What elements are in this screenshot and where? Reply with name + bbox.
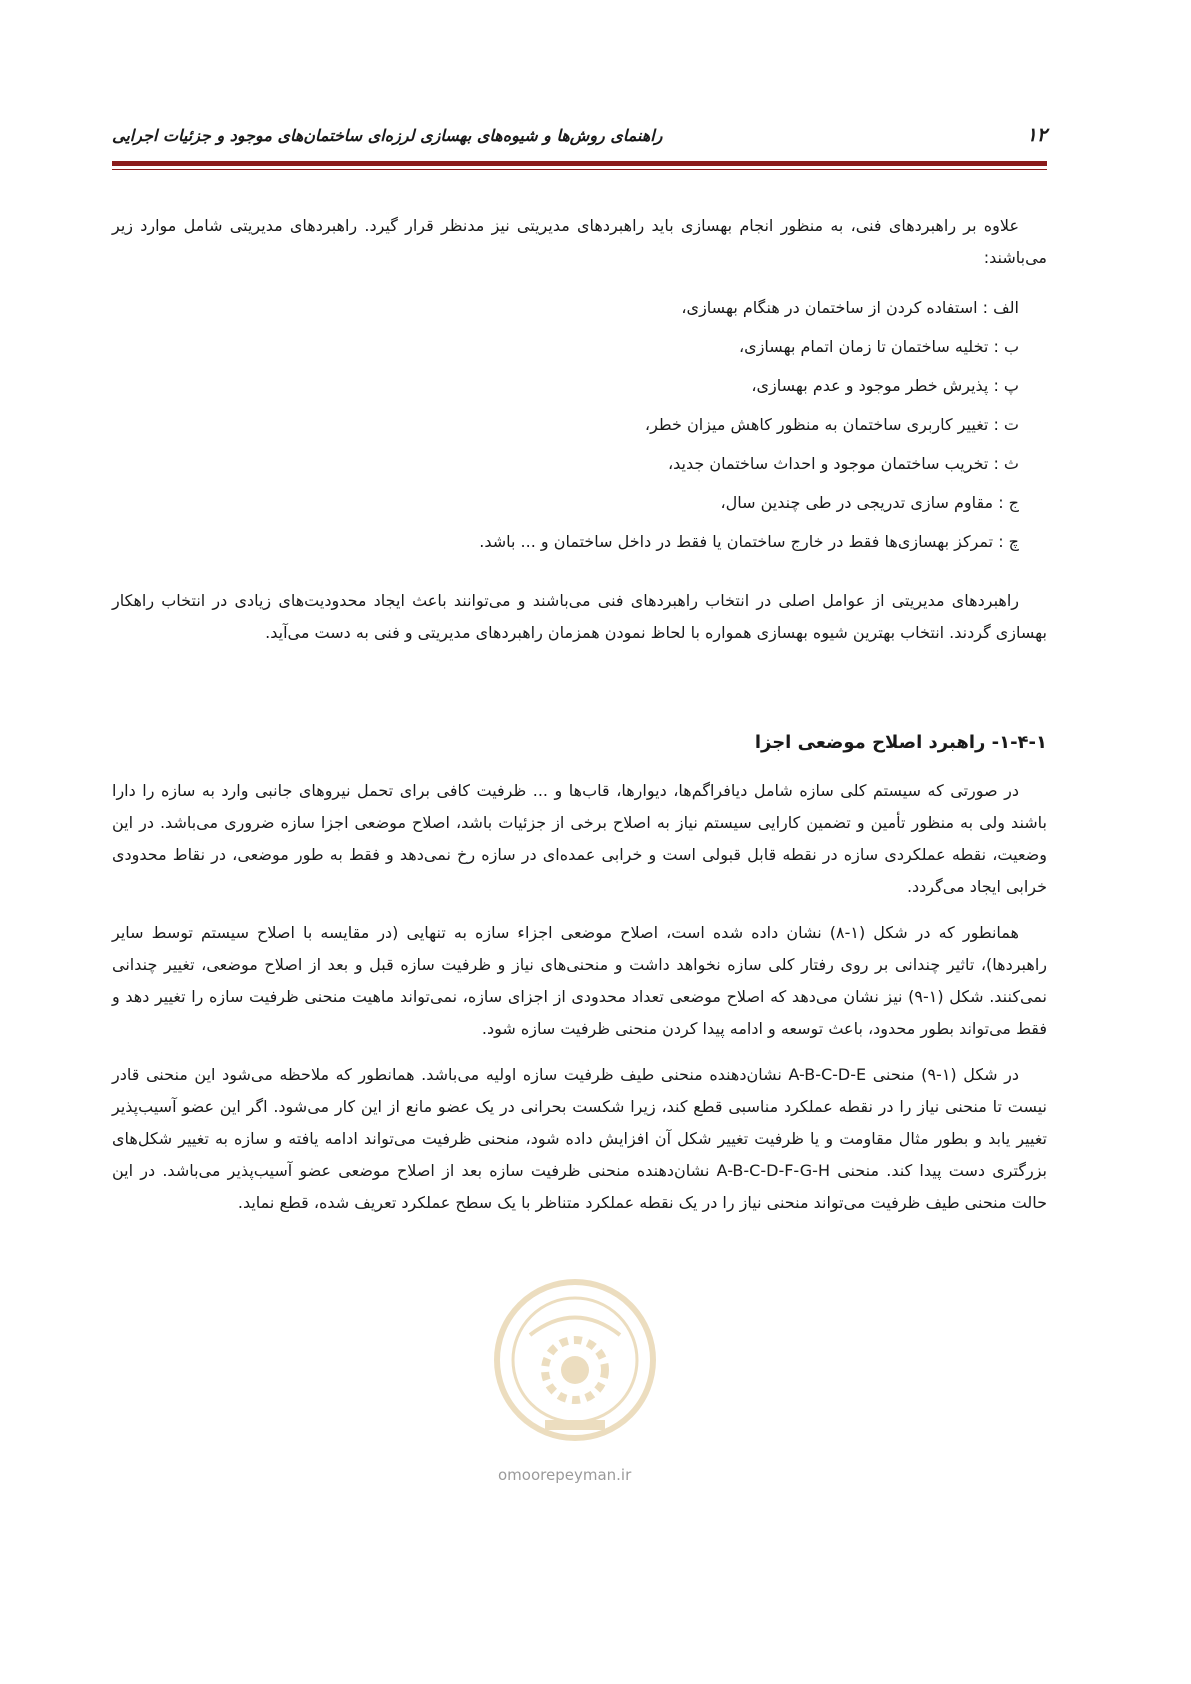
list-item: ج : مقاوم سازی تدریجی در طی چندین سال،: [720, 493, 1019, 512]
seal-logo-icon: [490, 1275, 660, 1455]
section-paragraph: در شکل (۱-۹) منحنی A-B-C-D-E نشان‌دهنده منحنی طیف ظرفیت سازه اولیه می‌باشد. همانطور که ملاحظه می‌شود این منحنی قادر نیست تا منحنی نیاز را در نقطه عملکرد مناسبی قطع کند، زیرا شکست بحرانی در یک عضو مانع از این کار می‌شود. اگر این عضو آسیب‌پذیر تغییر یابد و بطور مثال مقاومت و یا ظرفیت تغییر شکل آن افزایش داده شود، منحنی ظرفیت می‌تواند ادامه یافته و سازه به تغییر شکل‌های بزرگتری دست پیدا کند. منحنی A-B-C-D-F-G-H نشان‌دهنده منحنی ظرفیت سازه بعد از اصلاح موضعی عضو آسیب‌پذیر می‌باشد. در این حالت منحنی طیف ظرفیت می‌تواند منحنی نیاز را در یک نقطه عملکرد متناظر با یک سطح عملکرد تعریف شده، قطع نماید.: [112, 1065, 1048, 1212]
list-item: چ : تمرکز بهسازی‌ها فقط در خارج ساختمان یا فقط در داخل ساختمان و ... باشد.: [479, 532, 1019, 551]
list-item: الف : استفاده کردن از ساختمان در هنگام بهسازی،: [681, 298, 1019, 317]
section-heading: ۱-۴-۱- راهبرد اصلاح موضعی اجزا: [754, 732, 1047, 753]
intro-paragraph: علاوه بر راهبردهای فنی، به منظور انجام بهسازی باید راهبردهای مدیریتی نیز مدنظر قرار گیرد. راهبردهای مدیریتی شامل موارد زیر می‌باشند:: [112, 216, 1047, 267]
section-paragraph: در صورتی که سیستم کلی سازه شامل دیافراگم‌ها، دیوارها، قاب‌ها و ... ظرفیت کافی برای تحمل نیروهای جانبی وارد به سازه را دارا باشند ولی به منظور تأمین و تضمین کارایی سیستم نیاز به اصلاح برخی از جزئیات باشد، اصلاح موضعی اجزا سازه ضروری می‌باشد. در این وضعیت، نقطه عملکردی سازه در نقطه قابل قبولی است و خرابی عمده‌ای در سازه رخ نمی‌دهد و فقط به طور موضعی، در نقاط محدودی خرابی ایجاد می‌گردد.: [112, 781, 1047, 896]
section-paragraph: همانطور که در شکل (۱-۸) نشان داده شده است، اصلاح موضعی اجزاء سازه به تنهایی (در مقایسه با اصلاح سیستم توسط سایر راهبردها)، تاثیر چندانی بر روی رفتار کلی سازه نخواهد داشت و منحنی‌های نیاز و ظرفیت سازه قبل و بعد از اصلاح موضعی، تغییر چندانی نمی‌کنند. شکل (۱-۹) نیز نشان می‌دهد که اصلاح موضعی تعداد محدودی از اجزای سازه، نمی‌تواند ماهیت منحنی ظرفیت سازه را تغییر دهد و فقط می‌تواند بطور محدود، باعث توسعه و ادامه پیدا کردن منحنی ظرفیت سازه شود.: [112, 923, 1047, 1038]
list-item: ت : تغییر کاربری ساختمان به منظور کاهش میزان خطر،: [644, 415, 1019, 434]
management-strategies-list: [112, 288, 1047, 561]
after-list-paragraph: راهبردهای مدیریتی از عوامل اصلی در انتخاب راهبردهای فنی می‌باشند و می‌توانند باعث ایجاد محدودیت‌های زیادی در انتخاب راهکار بهسازی گردند. انتخاب بهترین شیوه بهسازی همواره با لحاظ نمودن همزمان راهبردهای مدیریتی و فنی به دست می‌آید.: [112, 591, 1047, 642]
page-header: [112, 124, 1047, 154]
running-title: راهنمای روش‌ها و شیوه‌های بهسازی لرزه‌ای ساختمان‌های موجود و جزئیات اجرایی: [112, 126, 663, 145]
list-item: پ : پذیرش خطر موجود و عدم بهسازی،: [751, 376, 1019, 395]
header-rule-thick: [112, 161, 1047, 166]
page-body: [112, 210, 1047, 1233]
list-item: ب : تخلیه ساختمان تا زمان اتمام بهسازی،: [739, 337, 1019, 356]
watermark-text: omoorepeyman.ir: [498, 1466, 632, 1484]
header-rule-thin: [112, 169, 1047, 170]
list-item: ث : تخریب ساختمان موجود و احداث ساختمان جدید،: [667, 454, 1019, 473]
page-number: ۱۲: [1026, 124, 1047, 146]
